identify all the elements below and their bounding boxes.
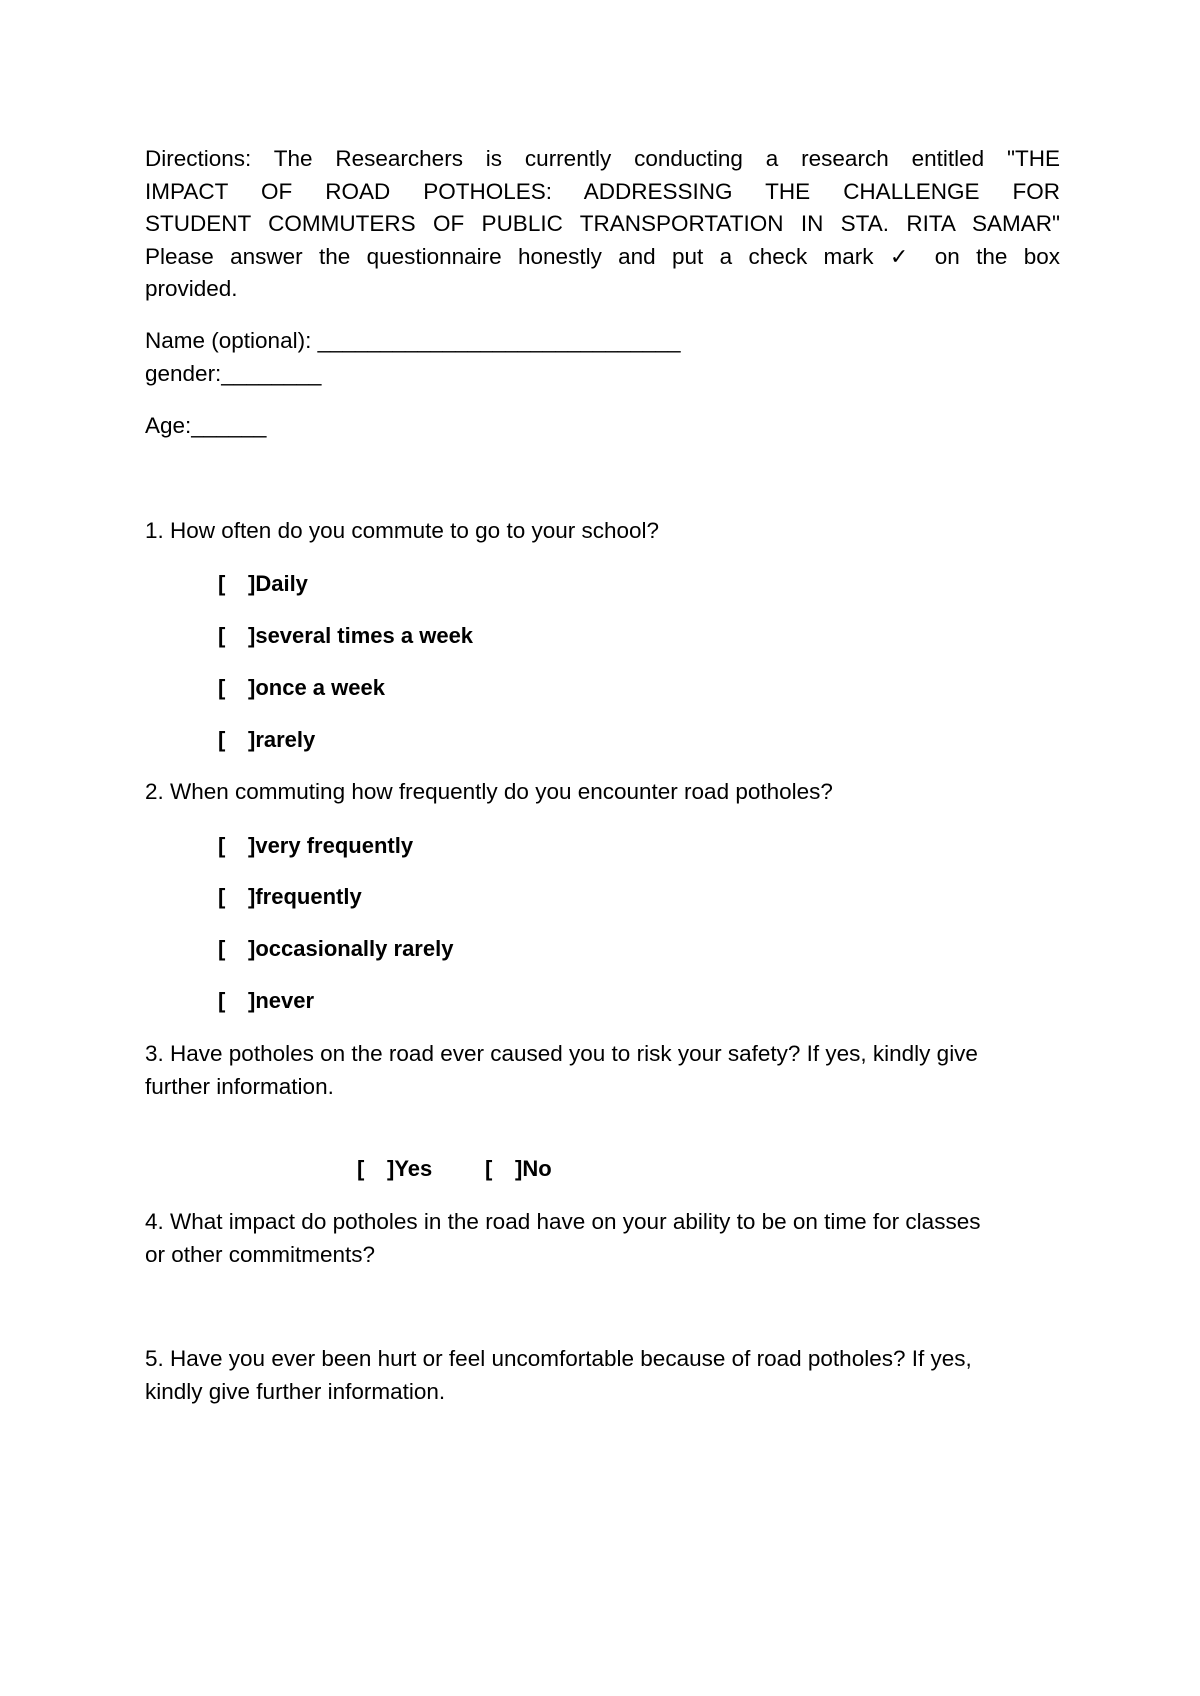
question-4-line-2: or other commitments? (145, 1241, 376, 1267)
option-label: No (522, 1156, 552, 1181)
question-1: 1. How often do you commute to go to your school? (145, 518, 660, 543)
q3-option-yes[interactable] (357, 1154, 432, 1184)
q3-option-no[interactable] (485, 1154, 552, 1184)
directions-line-1: Directions: The Researchers is currently conducting a research entitled "THE (145, 146, 1060, 171)
directions-line-4-before: Please answer the questionnaire honestly and put a check mark (145, 243, 874, 269)
checkbox-open-bracket: [ (218, 988, 226, 1013)
question-2: 2. When commuting how frequently do you encounter road potholes? (145, 779, 833, 804)
question-3-line-1: 3. Have potholes on the road ever caused you to risk your safety? If yes, kindly give (145, 1041, 978, 1066)
option-label: occasionally rarely (255, 936, 454, 961)
checkbox-open-bracket: [ (485, 1156, 493, 1181)
checkbox-close-bracket: ] (248, 884, 256, 909)
checkbox-open-bracket: [ (218, 571, 226, 596)
checkbox-close-bracket: ] (248, 623, 256, 648)
checkbox-close-bracket: ] (248, 727, 256, 752)
name-field[interactable]: Name (optional): _____________________________ (145, 328, 681, 353)
checkbox-open-bracket: [ (218, 936, 226, 961)
q1-option-daily[interactable] (218, 569, 308, 599)
checkbox-close-bracket: ] (515, 1156, 523, 1181)
option-label: very frequently (255, 833, 414, 858)
checkbox-open-bracket: [ (218, 623, 226, 648)
directions-line-2: IMPACT OF ROAD POTHOLES: ADDRESSING THE CHALLENGE FOR (145, 178, 1060, 204)
directions-line-4-after: on the box (934, 243, 1060, 269)
option-label: never (255, 988, 315, 1013)
directions-line-5: provided. (145, 276, 238, 301)
question-4-line-1: 4. What impact do potholes in the road have on your ability to be on time for classes (145, 1209, 981, 1234)
gender-field[interactable]: gender:________ (145, 361, 322, 386)
option-label: rarely (255, 727, 316, 752)
option-label: several times a week (255, 623, 474, 648)
checkbox-open-bracket: [ (357, 1156, 365, 1181)
option-label: frequently (255, 884, 362, 909)
question-3-line-2: further information. (145, 1073, 334, 1099)
q1-option-several-times-a-week[interactable] (218, 621, 473, 651)
directions-line-4 (145, 241, 1060, 274)
checkbox-close-bracket: ] (387, 1156, 395, 1181)
q2-option-very-frequently[interactable] (218, 831, 413, 861)
checkbox-close-bracket: ] (248, 833, 256, 858)
q2-option-frequently[interactable] (218, 882, 362, 912)
checkbox-close-bracket: ] (248, 988, 256, 1013)
q1-option-once-a-week[interactable] (218, 673, 385, 703)
age-field[interactable]: Age:______ (145, 413, 267, 438)
q2-option-never[interactable] (218, 986, 314, 1016)
checkbox-open-bracket: [ (218, 727, 226, 752)
q1-option-rarely[interactable] (218, 725, 315, 755)
option-label: once a week (255, 675, 385, 700)
directions-line-3: STUDENT COMMUTERS OF PUBLIC TRANSPORTATION IN STA. RITA SAMAR" (145, 211, 1060, 236)
checkmark-icon: ✓ (889, 243, 919, 269)
option-label: Yes (394, 1156, 433, 1181)
option-label: Daily (255, 571, 308, 596)
q2-option-occasionally-rarely[interactable] (218, 934, 453, 964)
checkbox-close-bracket: ] (248, 675, 256, 700)
checkbox-open-bracket: [ (218, 833, 226, 858)
checkbox-close-bracket: ] (248, 571, 256, 596)
checkbox-close-bracket: ] (248, 936, 256, 961)
checkbox-open-bracket: [ (218, 884, 226, 909)
question-5-line-2: kindly give further information. (145, 1378, 446, 1404)
question-5-line-1: 5. Have you ever been hurt or feel uncomfortable because of road potholes? If yes, (145, 1346, 972, 1371)
checkbox-open-bracket: [ (218, 675, 226, 700)
